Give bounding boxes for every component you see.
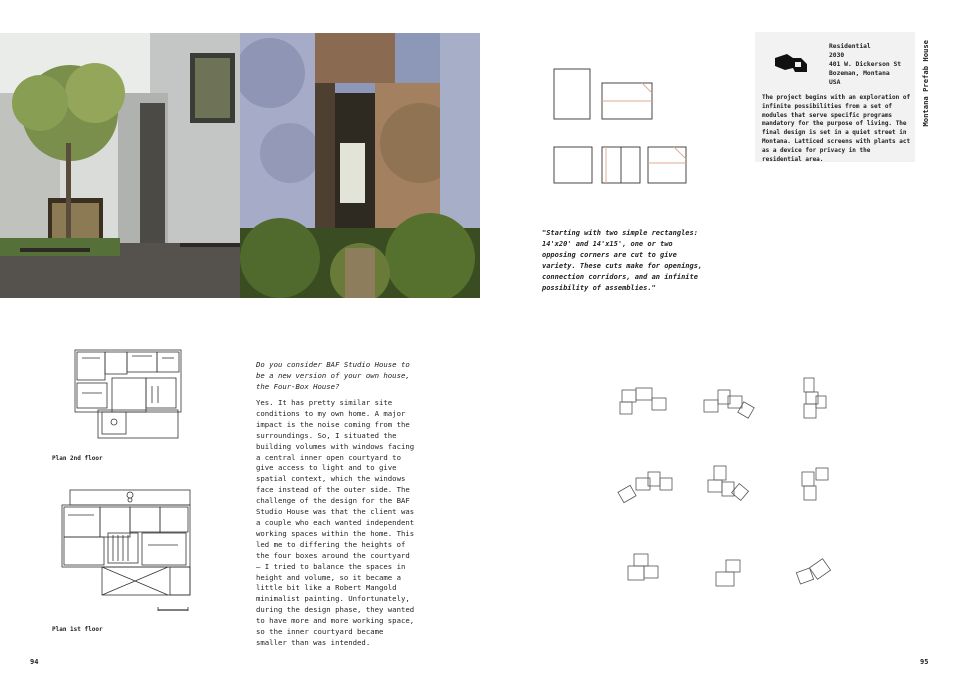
side-title-wrapper [921, 40, 933, 130]
courtyard-photo [0, 33, 240, 298]
info-description: The project begins with an exploration of infinite possibilities from a set of modules that serve specific programs mandatory for the purpose of living. The final design is set in a quiet street in Montana. Latticed screens with plants act as a device for privacy in the residential area. [762, 94, 911, 163]
interview-question: Do you consider BAF Studio House to be a new version of your own house, the Four-Box House? [256, 360, 410, 391]
info-address: 401 W. Dickerson St [829, 61, 902, 68]
assembly-1 [620, 388, 666, 414]
page-number-left: 94 [30, 658, 39, 666]
assembly-4 [618, 472, 672, 503]
info-year: 2030 [829, 52, 845, 59]
pull-quote: "Starting with two simple rectangles: 14'x20' and 14'x15', one or two opposing corners are cut to give variety. These cuts make for openings, connection corridors, and an infinite possibility of assemblies." [542, 229, 703, 292]
assembly-9 [796, 559, 830, 584]
plan-2nd-floor-drawing [72, 348, 184, 440]
assembly-3 [804, 378, 826, 418]
plan-1st-floor-drawing [58, 485, 198, 615]
assembly-6 [802, 468, 828, 500]
assembly-7 [628, 554, 658, 580]
plan-2nd-caption: Plan 2nd floor [52, 455, 103, 462]
page-number-right: 95 [920, 658, 929, 666]
info-city: Bozeman, Montana [829, 70, 890, 77]
project-logo-icon [773, 52, 809, 74]
module-rectangles-diagram [550, 65, 690, 187]
side-title: Montana Prefab House [921, 40, 930, 127]
info-type: Residential [829, 43, 871, 50]
assembly-diagrams [610, 370, 840, 595]
plan-1st-caption: Plan 1st floor [52, 626, 103, 633]
assembly-8 [716, 560, 740, 586]
assembly-5 [708, 466, 748, 500]
interview-answer: Yes. It has pretty similar site conditions to my own home. A major impact is the noise coming from the surroundings. So, I situated the building volumes with windows facing a central inner open courtyard to give access to light and to give spatial context, which the windows face instead of the outer side. The challenge of the design for the BAF Studio House was that the client was a couple who each wanted independent working spaces within the home. This led me to differing the heights of the four boxes around the courtyard – I tried to balance the spaces in height and volume, so it became a little bit like a Robert Mangold minimalist painting. Unfortunately, during the design phase, they wanted to have more and more working space, so the inner courtyard became smaller than was intended. [256, 398, 415, 647]
entrance-photo [240, 33, 480, 298]
project-info-box [755, 32, 915, 162]
info-country: USA [829, 79, 841, 86]
info-lines [829, 42, 913, 87]
assembly-2 [704, 390, 754, 418]
